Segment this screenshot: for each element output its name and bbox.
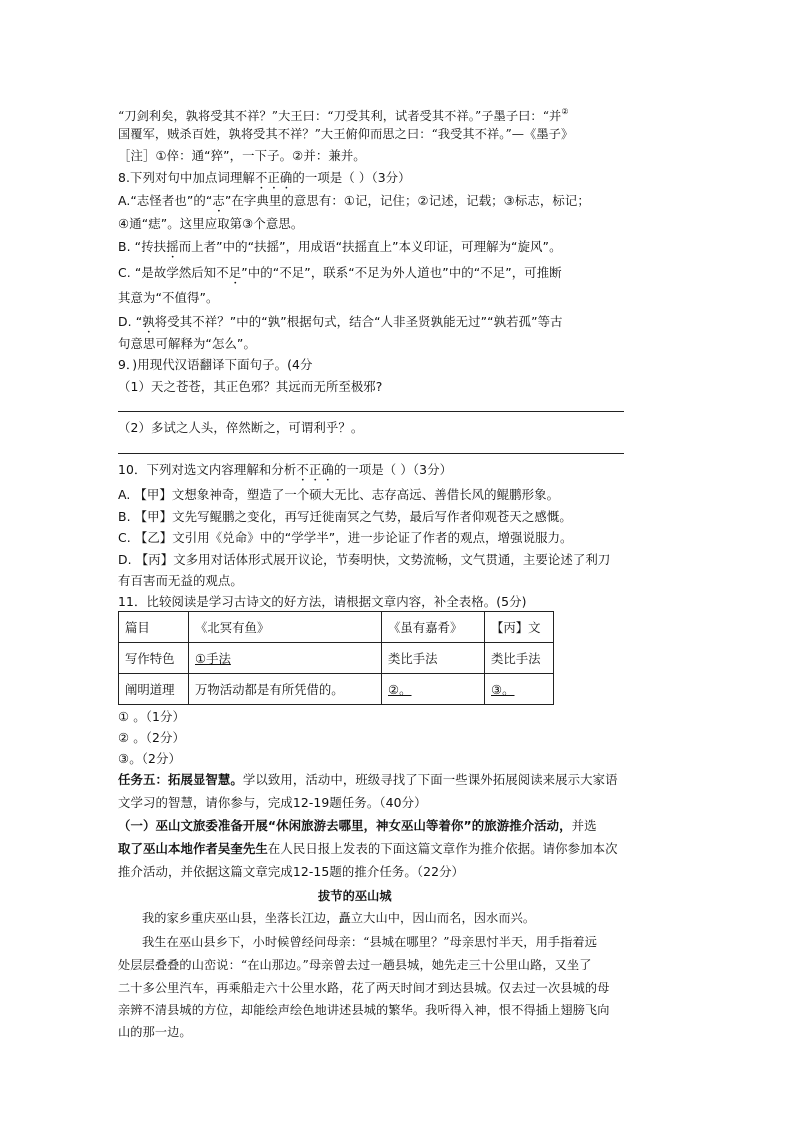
part1-line-1: （一）巫山文旅委准备开展“休闲旅游去哪里，神女巫山等着你”的旅游推介活动，并选 [118, 818, 597, 833]
q8-option-c-cont: 其意为“不值得”。 [118, 290, 219, 305]
table-cell: 类比手法 [382, 643, 485, 674]
table-cell: 《虽有嘉肴》 [382, 612, 485, 643]
q8-stem: 8.下列对句中加点词理解不正确的一项是（ ）（3分） [118, 170, 411, 185]
table-cell: 《北冥有鱼》 [189, 612, 382, 643]
q10-option-a: A. 【甲】文想象神奇，塑造了一个硕大无比、志存高远、善借长风的鲲鹏形象。 [118, 487, 560, 502]
q10-stem: 10．下列对选文内容理解和分析不正确的一项是（ ）（3分） [118, 462, 453, 477]
article-paragraph-2-line-4: 亲辨不清县城的方位，却能绘声绘色地讲述县城的繁华。我听得入神，恨不得插上翅膀飞向 [118, 1003, 610, 1017]
q8-option-a: A.“志怪者也”的“志”在字典里的意思有：①记，记住；②记述，记载；③标志，标记； [118, 193, 590, 208]
q10-option-b: B. 【甲】文先写鲲鹏之变化，再写迁徙南冥之气势，最后写作者仰观苍天之感慨。 [118, 509, 572, 524]
q10-option-c: C. 【乙】文引用《兑命》中的“学学半”，进一步论证了作者的观点，增强说服力。 [118, 530, 573, 545]
q10-option-d-cont: 有百害而无益的观点。 [118, 573, 243, 588]
table-row [119, 674, 554, 705]
passage-note: ［注］①倅：通“猝”，一下子。②并：兼并。 [118, 148, 366, 163]
article-title: 拔节的巫山城 [318, 889, 392, 903]
emphasis-dotted-text: 志 [212, 193, 225, 208]
q11-answer-3: ③。（2分） [118, 751, 181, 766]
q11-answer-2: ② 。（2分） [118, 730, 185, 745]
task5-title: 任务五：拓展显智慧。 [118, 772, 243, 787]
emphasis-dotted-text: 摇 [166, 239, 179, 254]
article-paragraph-2-line-3: 二十多公里汽车，再乘船走六十公里水路，花了两天时间才到达县城。仅去过一次县城的母 [118, 981, 610, 995]
emphasis-dotted-text: 足 [228, 265, 242, 280]
q9-sentence-2: （2）多试之人头，倅然断之，可谓利乎？。 [118, 420, 364, 435]
table-cell: 类比手法 [485, 643, 554, 674]
part1-line-3: 推介活动，并依据这篇文章完成12-15题的推介任务。（22分） [118, 864, 465, 879]
article-paragraph-2-line-1: 我生在巫山县乡下，小时候曾经问母亲：“县城在哪里？”母亲思忖半天，用手指着远 [142, 935, 598, 949]
q8-option-d: D. “孰将受其不祥？”中的“孰”根据句式，结合“人非圣贤孰能无过”“孰若孤”等古 [118, 314, 563, 329]
comparison-table [118, 611, 554, 705]
article-paragraph-2-line-2: 处层层叠叠的山峦说：“在山那边。”母亲曾去过一趟县城，她先走三十公里山路，又坐了 [118, 958, 592, 972]
part1-line-2: 取了巫山本地作者吴奎先生在人民日报上发表的下面这篇文章作为推介依据。请你参加本次 [118, 841, 618, 856]
q8-option-c: C. “是故学然后知不足”中的“不足”，联系“不足为外人道也”中的“不足”，可推断 [118, 265, 562, 280]
q11-stem: 11．比较阅读是学习古诗文的好方法，请根据文章内容，补全表格。(5分) [118, 594, 527, 609]
answer-line-1[interactable] [118, 411, 624, 412]
q8-option-a-cont: ④通“痣”。这里应取第③个意思。 [118, 216, 304, 231]
table-cell: 【丙】文 [485, 612, 554, 643]
q11-answer-1: ① 。（1分） [118, 709, 185, 724]
table-cell: 阐明道理 [119, 674, 189, 705]
table-cell-blank[interactable]: ①手法 [189, 643, 382, 674]
emphasis-dotted-text: 孰 [142, 314, 155, 329]
table-cell-blank[interactable]: ③。 [485, 674, 554, 705]
q10-option-d: D. 【丙】文多用对话体形式展开议论，节奏明快，文势流畅，文气贯通，主要论述了利刀 [118, 552, 611, 567]
table-cell-blank[interactable]: ②。 [382, 674, 485, 705]
table-cell: 篇目 [119, 612, 189, 643]
footnote-marker: ② [561, 107, 569, 116]
table-cell: 万物活动都是有所凭借的。 [189, 674, 382, 705]
emphasis-dotted-text: 不正确 [254, 170, 293, 185]
table-cell: 写作特色 [119, 643, 189, 674]
task5-line-1: 任务五：拓展显智慧。学以致用，活动中，班级寻找了下面一些课外拓展阅读来展示大家语 [118, 772, 618, 787]
passage-line-1: “刀剑利矣，孰将受其不祥？”大王曰：“刀受其利，试者受其不祥。”子墨子曰：“并② [118, 107, 569, 123]
emphasis-dotted-text: 不正确 [296, 462, 334, 477]
table-row [119, 643, 554, 674]
q8-option-d-cont: 句意思可解释为“怎么”。 [118, 336, 256, 351]
answer-line-2[interactable] [118, 453, 624, 454]
q8-option-b: B. “抟扶摇而上者”中的“扶摇”，用成语“扶摇直上”本义印证，可理解为“旋风”。 [118, 239, 562, 254]
article-paragraph-1: 我的家乡重庆巫山县，坐落长江边，矗立大山中，因山而名，因水而兴。 [142, 911, 536, 925]
q9-stem: 9．)用现代汉语翻译下面句子。(4分 [118, 357, 313, 372]
article-paragraph-2-line-5: 山的那一边。 [118, 1025, 192, 1039]
table-row [119, 612, 554, 643]
q9-sentence-1: （1）天之苍苍，其正色邪？其远而无所至极邪? [118, 379, 383, 394]
passage-line-2: 国覆军，贼杀百姓，孰将受其不祥？”大王俯仰而思之曰：“我受其不祥。”—《墨子》 [118, 127, 574, 141]
task5-line-2: 文学习的智慧，请你参与，完成12-19题任务。（40分） [118, 795, 427, 810]
